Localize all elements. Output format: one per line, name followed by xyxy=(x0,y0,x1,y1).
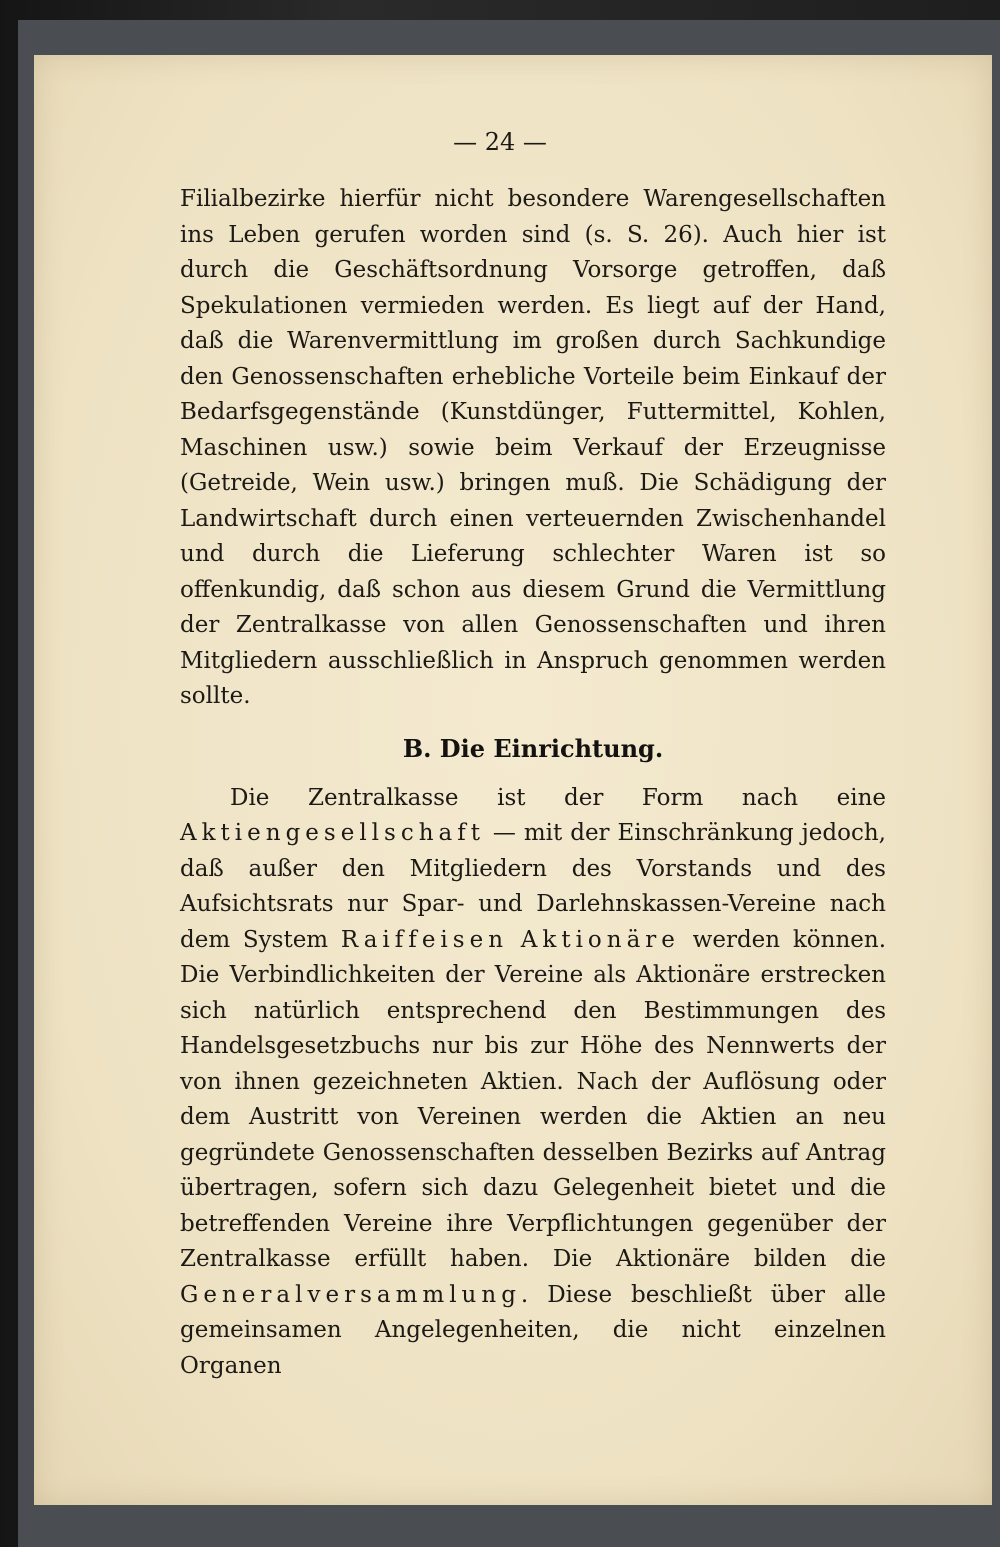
paragraph-2-part-1: Die Zentralkasse ist der Form nach eine xyxy=(230,784,886,811)
emphasis-raiffeisen: Raiffeisen xyxy=(340,926,509,953)
emphasis-aktionaere: Aktionäre xyxy=(520,926,680,953)
paragraph-2-part-5: . Diese beschließt über alle gemeinsamen Angelegenheiten, die nicht einzelnen Organen xyxy=(180,1281,886,1379)
paragraph-2 xyxy=(180,781,886,1385)
page-number: — 24 — xyxy=(453,128,547,156)
body-text xyxy=(180,182,886,1384)
paragraph-2-part-2: — mit der Einschränkung jedoch, daß außer den Mitgliedern des Vorstands und des Aufsichtsrats nur Spar- und Darlehnskassen-Vereine nach dem System xyxy=(180,820,886,953)
paragraph-2-part-3 xyxy=(508,927,521,953)
emphasis-generalversammlung: Generalversammlung xyxy=(180,1281,521,1308)
paragraph-1: Filialbezirke hierfür nicht besondere Warengesellschaften ins Leben gerufen worden sind (s. S. 26). Auch hier ist durch die Geschäftsordnung Vorsorge getroffen, daß Spekulationen vermieden werden. Es liegt auf der Hand, daß die Warenvermittlung im großen durch Sachkundige den Genossenschaften erhebliche Vorteile beim Einkauf der Bedarfsgegenstände (Kunstdünger, Futtermittel, Kohlen, Maschinen usw.) sowie beim Verkauf der Erzeugnisse (Getreide, Wein usw.) bringen muß. Die Schädigung der Landwirtschaft durch einen verteuernden Zwischenhandel und durch die Lieferung schlechter Waren ist so offenkundig, daß schon aus diesem Grund die Vermittlung der Zentralkasse von allen Genossenschaften und ihren Mitgliedern ausschließlich in Anspruch genommen werden sollte. xyxy=(180,186,886,709)
paragraph-2-part-4: werden können. Die Verbindlichkeiten der Vereine als Aktionäre erstrecken sich natürlich entsprechend den Bestimmungen des Handelsgesetzbuchs nur bis zur Höhe des Nennwerts der von ihnen gezeichneten Aktien. Nach der Auflösung oder dem Austritt von Vereinen werden die Aktien an neu gegründete Genossenschaften desselben Bezirks auf Antrag übertragen, sofern sich dazu Gelegenheit bietet und die betreffenden Vereine ihre Verpflichtungen gegenüber der Zentralkasse erfüllt haben. Die Aktionäre bilden die xyxy=(180,926,887,1272)
emphasis-aktiengesellschaft: Aktiengesellschaft xyxy=(180,820,485,846)
section-heading: B. Die Einrichtung. xyxy=(402,733,664,763)
